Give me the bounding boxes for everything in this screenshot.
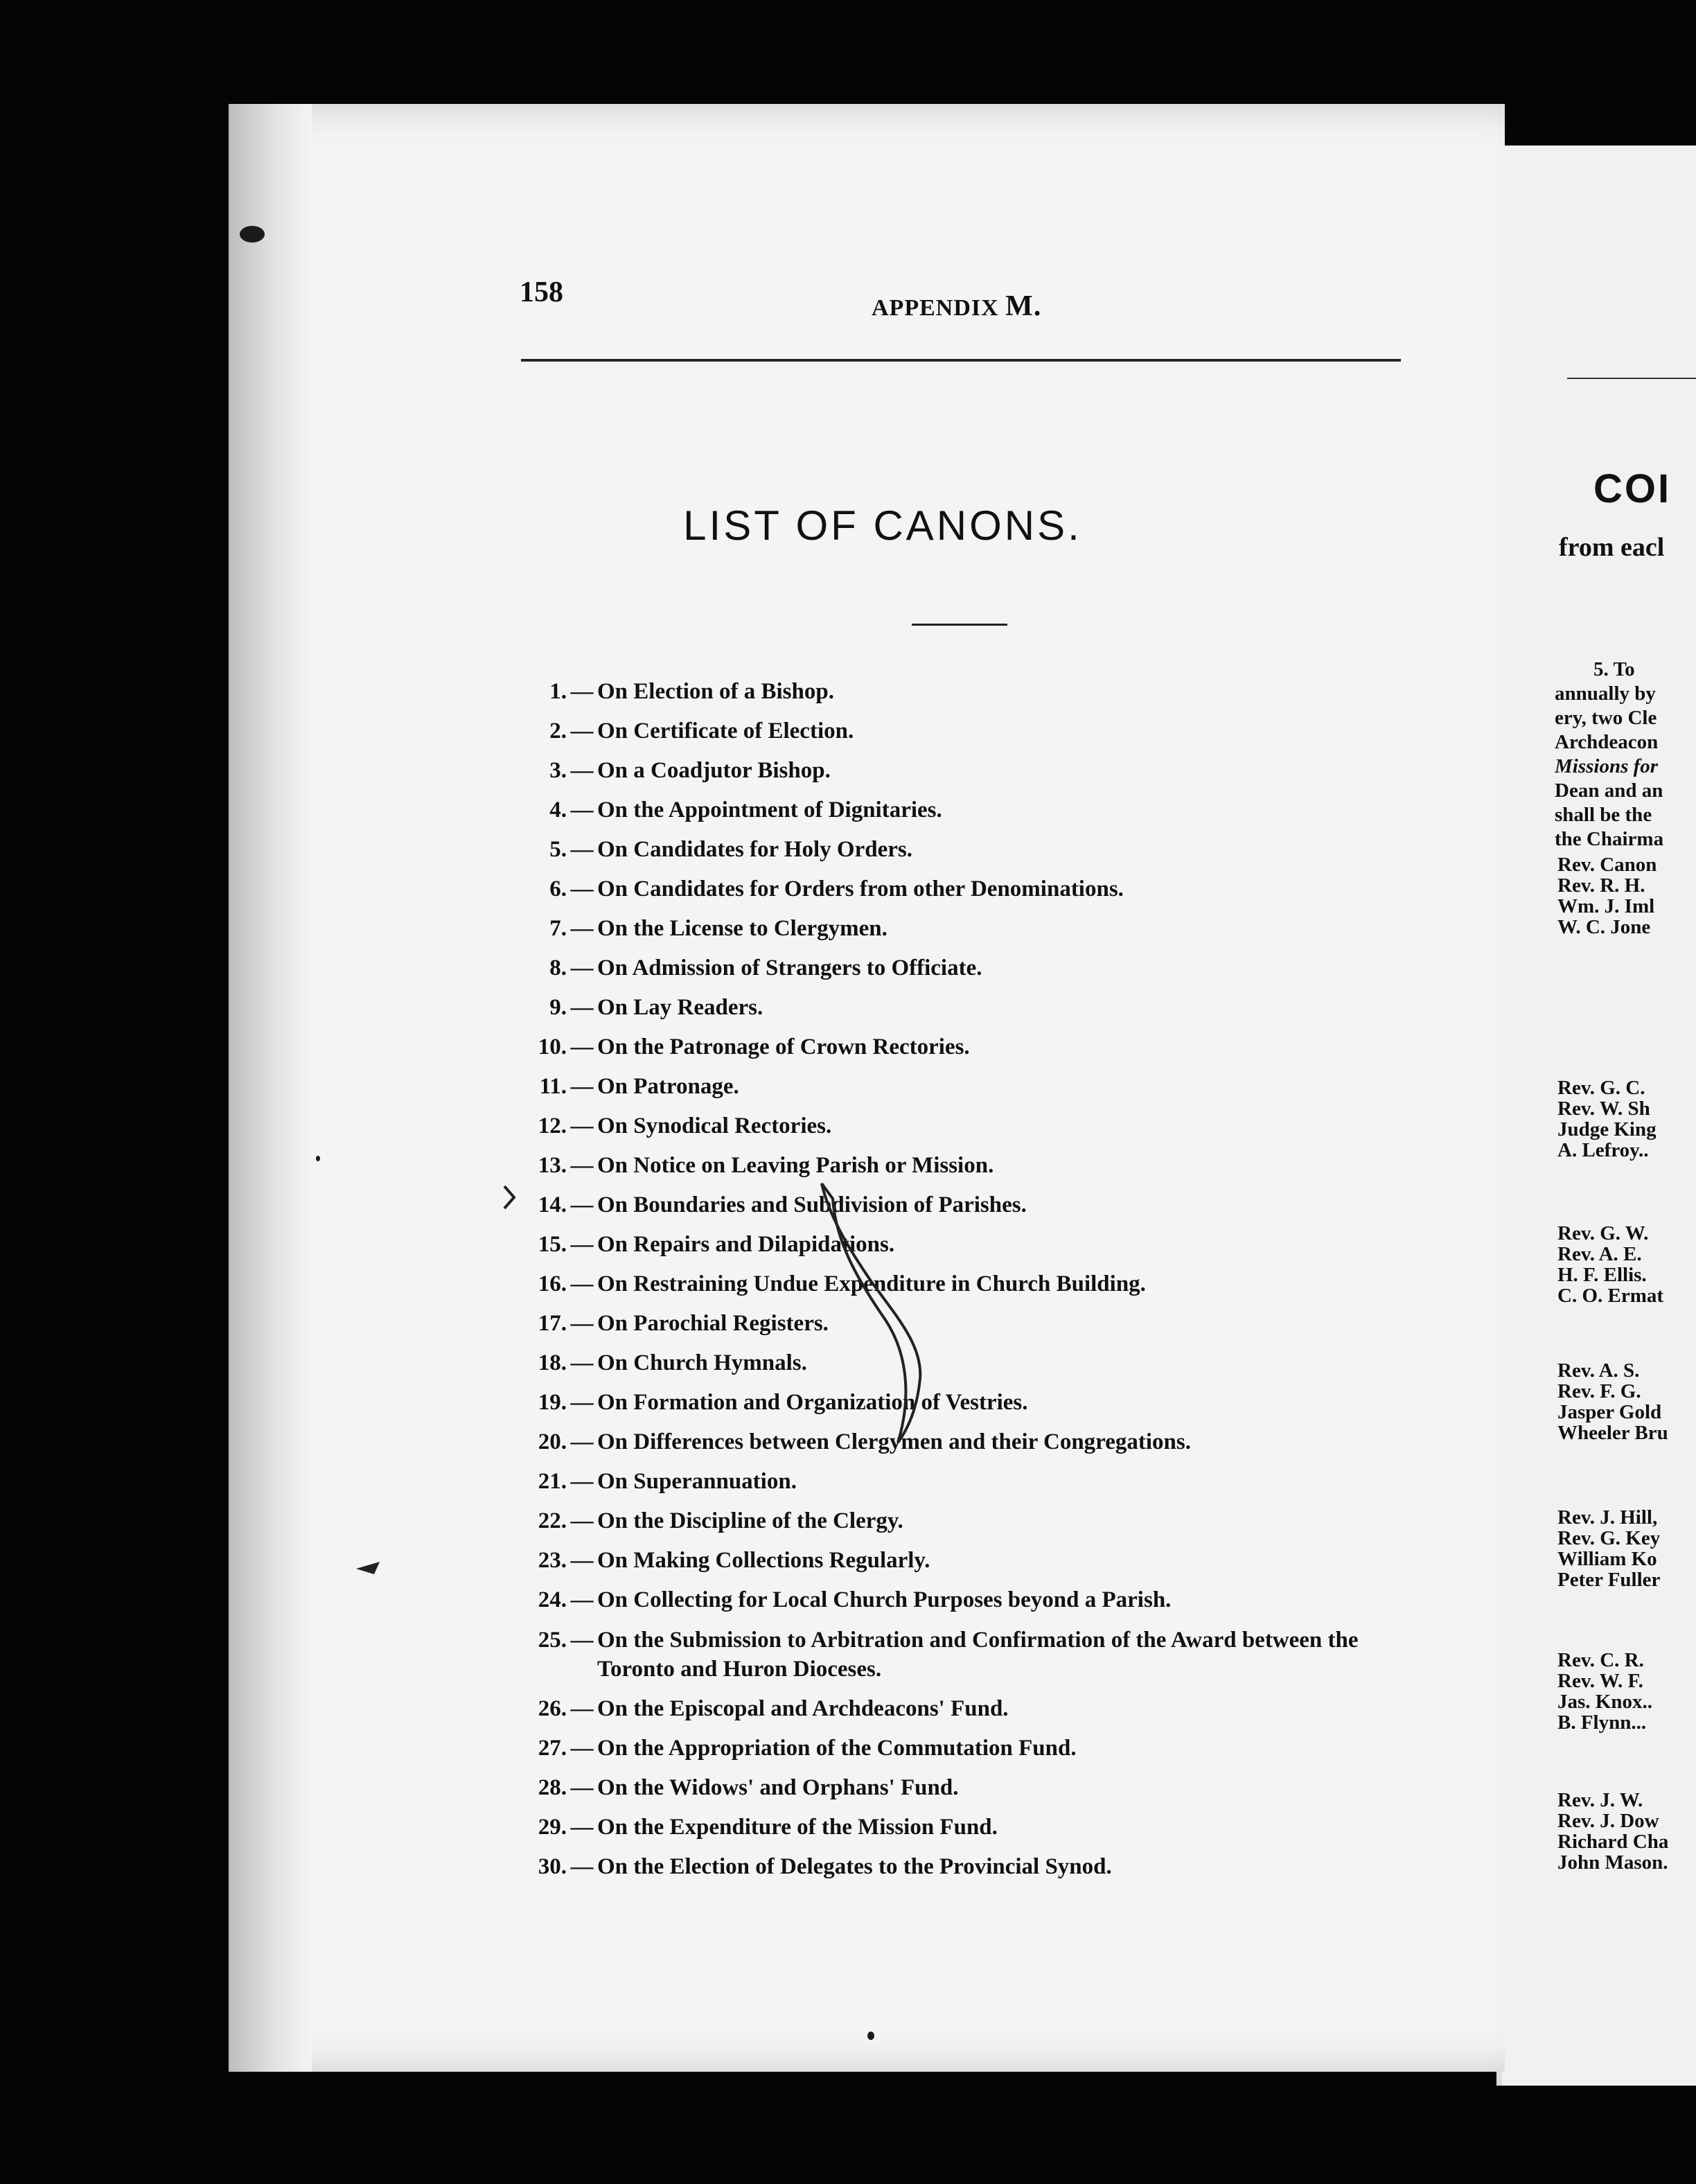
header-rule xyxy=(521,359,1401,362)
canon-list-item xyxy=(503,1808,1424,1847)
canon-title: On the Widows' and Orphans' Fund. xyxy=(597,1775,959,1800)
canon-dash: — xyxy=(570,758,594,783)
canon-list-item xyxy=(503,1028,1424,1067)
canon-number: 21. xyxy=(538,1469,567,1494)
facing-paragraph-line: Dean and an xyxy=(1555,780,1663,802)
canon-dash: — xyxy=(570,1854,594,1879)
canon-dash: — xyxy=(570,1429,594,1454)
facing-paragraph-line: ery, two Cle xyxy=(1555,707,1657,729)
facing-delegate-line: Wheeler Bru xyxy=(1557,1422,1668,1444)
canon-title: On the Appointment of Dignitaries. xyxy=(597,798,942,822)
canon-list-item xyxy=(503,1383,1424,1423)
canon-dash: — xyxy=(570,1628,594,1653)
scan-speck xyxy=(316,1156,320,1161)
canon-dash: — xyxy=(570,995,594,1020)
canon-number: 22. xyxy=(538,1508,567,1533)
canon-dash: — xyxy=(570,1548,594,1573)
canon-dash: — xyxy=(570,877,594,901)
canon-number: 6. xyxy=(549,877,567,901)
canon-title: On Differences between Clergymen and their Congregations. xyxy=(597,1429,1191,1454)
facing-delegate-line: Rev. C. R. xyxy=(1557,1649,1644,1671)
title-divider xyxy=(912,624,1007,626)
canon-dash: — xyxy=(570,956,594,980)
canon-number: 10. xyxy=(538,1034,567,1059)
canon-number: 19. xyxy=(538,1390,567,1415)
canon-list-item xyxy=(503,1304,1424,1344)
facing-delegate-line: Richard Cha xyxy=(1557,1831,1669,1853)
facing-heading: COI xyxy=(1593,466,1672,511)
facing-delegate-line: Jasper Gold xyxy=(1557,1401,1662,1423)
canon-list xyxy=(503,672,1424,1887)
facing-delegate-line: Rev. G. C. xyxy=(1557,1077,1645,1099)
canon-title: On Church Hymnals. xyxy=(597,1350,807,1375)
canon-number: 20. xyxy=(538,1429,567,1454)
canon-dash: — xyxy=(570,1113,594,1138)
canon-title: On Repairs and Dilapidations. xyxy=(597,1232,895,1257)
scan-speck xyxy=(867,2032,874,2040)
canon-title: On Boundaries and Subdivision of Parishes. xyxy=(597,1192,1027,1217)
canon-list-item xyxy=(503,751,1424,791)
page-gutter-shadow xyxy=(229,104,312,2072)
canon-dash: — xyxy=(570,1192,594,1217)
running-head xyxy=(872,290,1041,323)
canon-list-item xyxy=(503,1186,1424,1225)
facing-delegate-line: Rev. W. F. xyxy=(1557,1670,1643,1692)
canon-list-item xyxy=(503,1344,1424,1383)
canon-title: On a Coadjutor Bishop. xyxy=(597,758,831,783)
canon-number: 16. xyxy=(538,1271,567,1296)
canon-dash: — xyxy=(570,1815,594,1840)
canon-list-item xyxy=(503,870,1424,909)
canon-dash: — xyxy=(570,1390,594,1415)
canon-list-item xyxy=(503,830,1424,870)
facing-paragraph-line: 5. To xyxy=(1593,658,1635,680)
canon-title: On the Appropriation of the Commutation Fund. xyxy=(597,1736,1077,1761)
canon-number: 28. xyxy=(538,1775,567,1800)
facing-delegate-line: Rev. Canon xyxy=(1557,854,1657,876)
canon-number: 13. xyxy=(538,1153,567,1178)
canon-list-item xyxy=(503,1620,1424,1689)
canon-list-item xyxy=(503,1580,1424,1620)
facing-paragraph-line: shall be the xyxy=(1555,804,1652,826)
canon-number: 11. xyxy=(539,1074,567,1099)
canon-number: 29. xyxy=(538,1815,567,1840)
facing-subheading: from eacl xyxy=(1559,533,1665,562)
canon-title: On Superannuation. xyxy=(597,1469,797,1494)
canon-title: On Patronage. xyxy=(597,1074,739,1099)
canon-list-item xyxy=(503,949,1424,988)
canon-dash: — xyxy=(570,798,594,822)
canon-list-item xyxy=(503,1689,1424,1729)
canon-dash: — xyxy=(570,1153,594,1178)
canon-list-item xyxy=(503,1847,1424,1887)
canon-dash: — xyxy=(570,837,594,862)
canon-list-item xyxy=(503,909,1424,949)
canon-number: 1. xyxy=(549,679,567,704)
canon-dash: — xyxy=(570,1350,594,1375)
canon-dash: — xyxy=(570,1696,594,1721)
canon-list-item xyxy=(503,1502,1424,1541)
canon-title: On the Discipline of the Clergy. xyxy=(597,1508,903,1533)
canon-title: On Parochial Registers. xyxy=(597,1311,829,1336)
facing-delegate-line: W. C. Jone xyxy=(1557,916,1651,938)
facing-delegate-line: Rev. W. Sh xyxy=(1557,1098,1650,1120)
canon-title: On the Episcopal and Archdeacons' Fund. xyxy=(597,1696,1009,1721)
canon-title: On the Submission to Arbitration and Confirmation of the Award between the Toronto and Huron Dioceses. xyxy=(597,1628,1359,1682)
canon-number: 12. xyxy=(538,1113,567,1138)
canon-dash: — xyxy=(570,1271,594,1296)
canon-title: On Candidates for Orders from other Denominations. xyxy=(597,877,1124,901)
canon-title: On Admission of Strangers to Officiate. xyxy=(597,956,982,980)
canon-dash: — xyxy=(570,1311,594,1336)
canon-number: 7. xyxy=(549,916,567,941)
facing-delegate-line: Rev. F. G. xyxy=(1557,1380,1641,1402)
canon-dash: — xyxy=(570,1587,594,1612)
facing-delegate-line: Rev. G. Key xyxy=(1557,1527,1661,1549)
page-title: LIST OF CANONS. xyxy=(683,502,1082,549)
canon-title: On Collecting for Local Church Purposes beyond a Parish. xyxy=(597,1587,1172,1612)
canon-number: 9. xyxy=(549,995,567,1020)
canon-list-item xyxy=(503,988,1424,1028)
canon-list-item xyxy=(503,1768,1424,1808)
canon-list-item xyxy=(503,1067,1424,1107)
canon-dash: — xyxy=(570,1736,594,1761)
canon-dash: — xyxy=(570,1469,594,1494)
canon-title: On the Expenditure of the Mission Fund. xyxy=(597,1815,998,1840)
canon-number: 2. xyxy=(549,719,567,743)
canon-list-item xyxy=(503,1225,1424,1265)
facing-delegate-line: Rev. J. Hill, xyxy=(1557,1506,1658,1529)
facing-paragraph-line: Archdeacon xyxy=(1555,731,1659,753)
canon-dash: — xyxy=(570,1508,594,1533)
facing-delegate-line: John Mason. xyxy=(1557,1851,1668,1874)
canon-number: 24. xyxy=(538,1587,567,1612)
canon-dash: — xyxy=(570,1232,594,1257)
canon-number: 25. xyxy=(538,1628,567,1653)
canon-dash: — xyxy=(570,679,594,704)
canon-number: 3. xyxy=(549,758,567,783)
canon-title: On Restraining Undue Expenditure in Church Building. xyxy=(597,1271,1146,1296)
facing-paragraph-line: the Chairma xyxy=(1555,828,1664,850)
scan-speck xyxy=(240,226,265,243)
facing-paragraph-line: Missions for xyxy=(1555,755,1659,777)
canon-number: 23. xyxy=(538,1548,567,1573)
canon-number: 5. xyxy=(549,837,567,862)
canon-title: On Synodical Rectories. xyxy=(597,1113,832,1138)
canon-title: On Candidates for Holy Orders. xyxy=(597,837,912,862)
canon-number: 4. xyxy=(549,798,567,822)
facing-delegate-line: Rev. J. Dow xyxy=(1557,1810,1659,1832)
canon-list-item xyxy=(503,1107,1424,1146)
facing-delegate-line: Rev. G. W. xyxy=(1557,1222,1649,1244)
canon-title: On Formation and Organization of Vestries. xyxy=(597,1390,1028,1415)
canon-list-item xyxy=(503,1423,1424,1462)
facing-delegate-line: A. Lefroy.. xyxy=(1557,1139,1649,1161)
canon-title: On Election of a Bishop. xyxy=(597,679,834,704)
canon-list-item xyxy=(503,1729,1424,1768)
canon-number: 8. xyxy=(549,956,567,980)
canon-list-item xyxy=(503,672,1424,712)
canon-title: On the Patronage of Crown Rectories. xyxy=(597,1034,970,1059)
canon-list-item xyxy=(503,1265,1424,1304)
canon-dash: — xyxy=(570,1074,594,1099)
canon-number: 17. xyxy=(538,1311,567,1336)
facing-delegate-line: Jas. Knox.. xyxy=(1557,1691,1652,1713)
canon-title: On Making Collections Regularly. xyxy=(597,1548,930,1573)
canon-title: On Lay Readers. xyxy=(597,995,763,1020)
canon-number: 18. xyxy=(538,1350,567,1375)
canon-number: 14. xyxy=(538,1192,567,1217)
canon-number: 27. xyxy=(538,1736,567,1761)
facing-delegate-line: Wm. J. Iml xyxy=(1557,895,1655,917)
running-head-prefix: APPENDIX xyxy=(872,295,999,321)
facing-paragraph-line: annually by xyxy=(1555,682,1656,705)
facing-delegate-line: Rev. J. W. xyxy=(1557,1789,1643,1811)
running-head-letter: M. xyxy=(1005,290,1042,322)
facing-delegate-line: C. O. Ermat xyxy=(1557,1285,1664,1307)
canon-list-item xyxy=(503,712,1424,751)
canon-title: On Notice on Leaving Parish or Mission. xyxy=(597,1153,994,1178)
facing-delegate-line: Judge King xyxy=(1557,1118,1657,1141)
canon-title: On the License to Clergymen. xyxy=(597,916,887,941)
canon-list-item xyxy=(503,791,1424,830)
canon-dash: — xyxy=(570,1775,594,1800)
facing-delegate-line: Rev. R. H. xyxy=(1557,874,1645,897)
canon-number: 26. xyxy=(538,1696,567,1721)
canon-dash: — xyxy=(570,916,594,941)
facing-header-rule xyxy=(1567,378,1696,379)
facing-delegate-line: Peter Fuller xyxy=(1557,1569,1661,1591)
facing-delegate-line: Rev. A. S. xyxy=(1557,1359,1640,1382)
canon-list-item xyxy=(503,1146,1424,1186)
canon-dash: — xyxy=(570,719,594,743)
facing-delegate-line: B. Flynn... xyxy=(1557,1711,1647,1734)
canon-number: 30. xyxy=(538,1854,567,1879)
canon-list-item xyxy=(503,1541,1424,1580)
canon-title: On Certificate of Election. xyxy=(597,719,854,743)
canon-list-item xyxy=(503,1462,1424,1502)
canon-number: 15. xyxy=(538,1232,567,1257)
facing-delegate-line: William Ko xyxy=(1557,1548,1657,1570)
facing-delegate-line: H. F. Ellis. xyxy=(1557,1264,1647,1286)
page-number: 158 xyxy=(520,276,563,308)
facing-delegate-line: Rev. A. E. xyxy=(1557,1243,1642,1265)
page-title-block xyxy=(0,502,1696,549)
canon-title: On the Election of Delegates to the Provincial Synod. xyxy=(597,1854,1112,1879)
canon-dash: — xyxy=(570,1034,594,1059)
